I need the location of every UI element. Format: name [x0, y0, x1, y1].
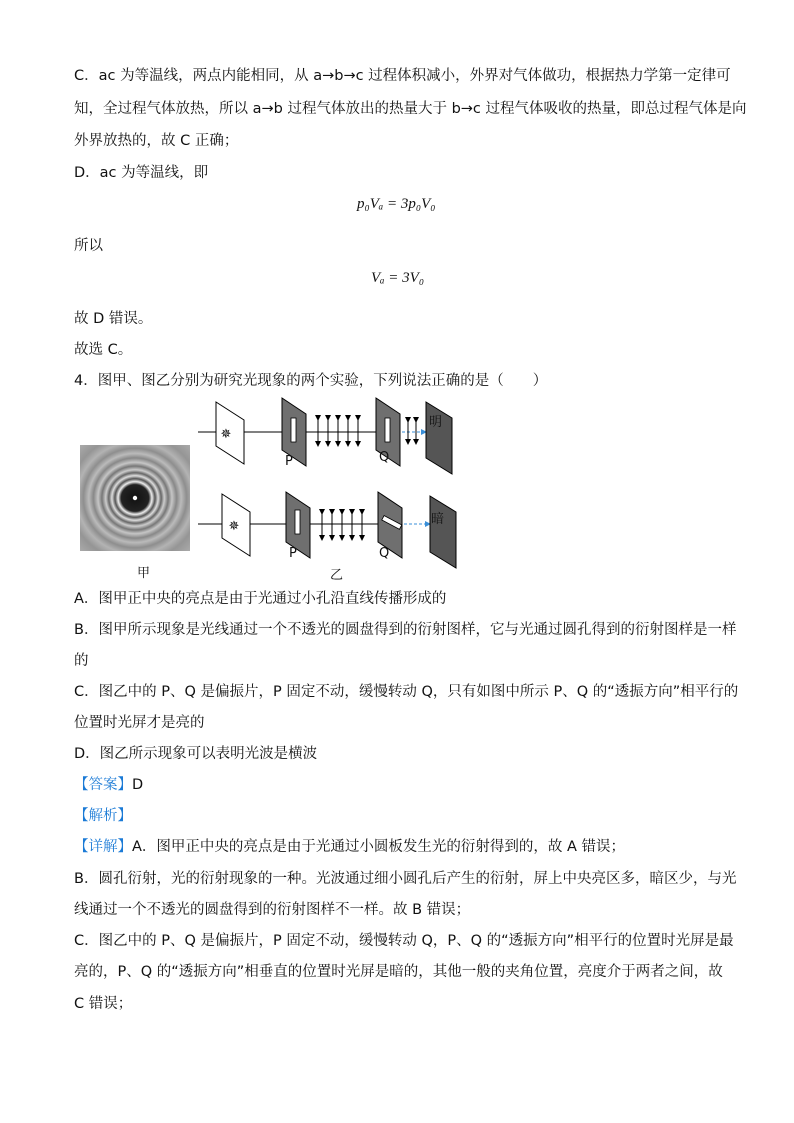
option-d: D．图乙所示现象可以表明光波是横波 — [74, 746, 318, 762]
figure-jia-diffraction-pattern — [80, 445, 190, 551]
explanation-c: C．图乙中的 P、Q 是偏振片，P 固定不动，缓慢转动 Q，P、Q 的“透振方向”相平行的位置时光屏是最 — [74, 933, 734, 949]
screen-dark-label: 暗 — [431, 512, 445, 527]
answer-line — [74, 775, 143, 795]
explanation-b: B．圆孔衍射，光的衍射现象的一种。光波通过细小圆孔后产生的衍射，屏上中央亮区多，暗区少，与光 — [74, 871, 737, 887]
option-c-cont: 位置时光屏才是亮的 — [74, 715, 205, 731]
option-a: A．图甲正中央的亮点是由于光通过小孔沿直线传播形成的 — [74, 591, 447, 607]
top-row — [198, 398, 452, 474]
bottom-row — [198, 492, 456, 568]
detail-line — [74, 837, 625, 857]
text-line: 知，全过程气体放热，所以 a→b 过程气体放出的热量大于 b→c 过程气体吸收的热量，即总过程气体是向 — [74, 101, 747, 117]
polarizer-Q-top-label: Q — [379, 450, 390, 465]
polarizer-Q-bottom-label: Q — [379, 546, 390, 561]
explanation-b-cont: 线通过一个不透光的圆盘得到的衍射图样不一样。故 B 错误； — [74, 902, 471, 918]
text-line: 所以 — [74, 238, 103, 254]
text-line: D．ac 为等温线，即 — [74, 165, 209, 181]
answer-value: D — [132, 777, 144, 793]
figure-jia-label: 甲 — [137, 566, 151, 581]
figure-yi-label: 乙 — [330, 568, 344, 583]
text-line: 外界放热的，故 C 正确； — [74, 133, 239, 149]
text-line: 故选 C。 — [74, 342, 133, 358]
svg-text:✵: ✵ — [228, 519, 240, 534]
question-4: 4．图甲、图乙分别为研究光现象的两个实验，下列说法正确的是（ ） — [74, 373, 548, 389]
text-line: C．ac 为等温线，两点内能相同，从 a→b→c 过程体积减小，外界对气体做功，根据热力学第一定律可 — [74, 68, 731, 84]
explanation-c-cont: 亮的，P、Q 的“透振方向”相垂直的位置时光屏是暗的，其他一般的夹角位置，亮度介于两者之间，故 — [74, 964, 723, 980]
option-b-cont: 的 — [74, 653, 89, 669]
equation-2: Vₐ = 3V₀ — [371, 270, 425, 286]
text-line: 故 D 错误。 — [74, 311, 153, 327]
option-b: B．图甲所示现象是光线通过一个不透光的圆盘得到的衍射图样，它与光通过圆孔得到的衍射图样是一样 — [74, 622, 737, 638]
option-c: C．图乙中的 P、Q 是偏振片，P 固定不动，缓慢转动 Q，只有如图中所示 P、Q 的“透振方向”相平行的 — [74, 684, 739, 700]
explanation-a: A．图甲正中央的亮点是由于光通过小圆板发生光的衍射得到的，故 A 错误； — [132, 839, 626, 855]
screen-bright-label: 明 — [429, 415, 443, 430]
detail-tag: 【详解】 — [74, 839, 132, 855]
equation-1: p₀Vₐ = 3p₀V₀ — [357, 196, 436, 212]
polarizer-P-top-label: P — [285, 454, 293, 469]
svg-text:✵: ✵ — [220, 427, 232, 442]
analysis-tag: 【解析】 — [74, 808, 132, 824]
answer-tag: 【答案】 — [74, 777, 132, 793]
polarizer-P-bottom-label: P — [289, 546, 297, 561]
analysis-line — [74, 806, 132, 826]
explanation-c-end: C 错误； — [74, 996, 133, 1012]
